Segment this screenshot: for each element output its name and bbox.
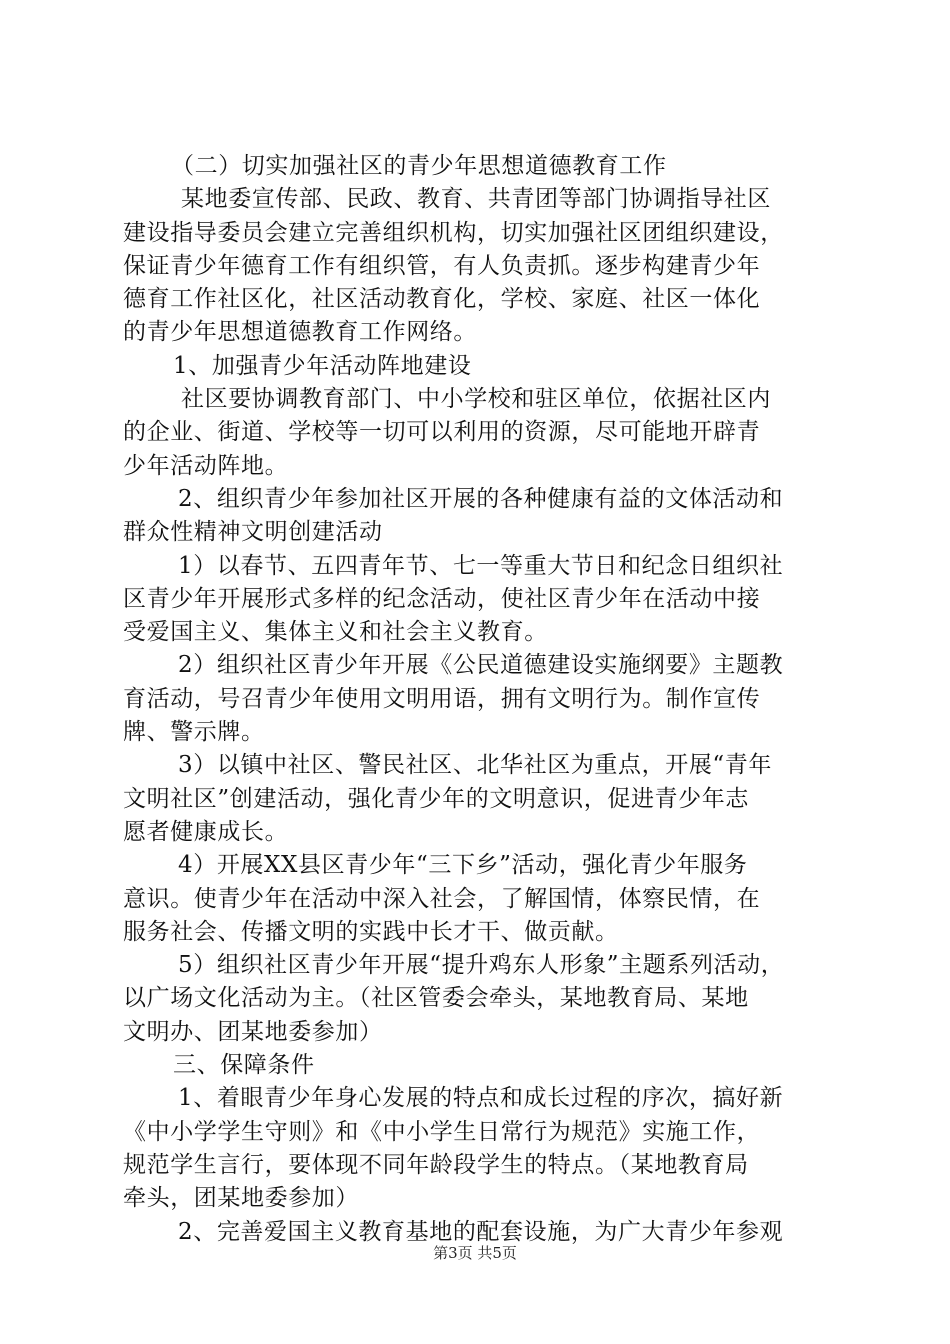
text-line: 3）以镇中社区、警民社区、北华社区为重点，开展“青年 [178, 752, 772, 779]
text-line: 文明社区”创建活动，强化青少年的文明意识，促进青少年志 [123, 785, 749, 812]
text-line: 2）组织社区青少年开展《公民道德建设实施纲要》主题教 [178, 652, 784, 679]
text-line: 育活动，号召青少年使用文明用语，拥有文明行为。制作宣传 [123, 685, 761, 712]
text-line: 受爱国主义、集体主义和社会主义教育。 [123, 619, 548, 646]
text-line: 意识。使青少年在活动中深入社会，了解国情，体察民情，在 [123, 885, 761, 912]
text-line: 的企业、街道、学校等一切可以利用的资源，尽可能地开辟青 [123, 419, 761, 446]
text-line: 某地委宣传部、民政、教育、共青团等部门协调指导社区 [181, 186, 771, 213]
text-line: 牌、警示牌。 [123, 719, 265, 746]
text-line: 规范学生言行，要体现不同年龄段学生的特点。（某地教育局 [123, 1151, 749, 1178]
text-line: 的青少年思想道德教育工作网络。 [123, 319, 477, 346]
text-line: 服务社会、传播文明的实践中长才干、做贡献。 [123, 918, 619, 945]
page-footer: 第3页 共5页 [433, 1244, 517, 1262]
text-line: 建设指导委员会建立完善组织机构，切实加强社区团组织建设， [123, 219, 784, 246]
text-line: 群众性精神文明创建活动 [123, 519, 383, 546]
text-line: 社区要协调教育部门、中小学校和驻区单位，依据社区内 [181, 386, 771, 413]
text-line: 区青少年开展形式多样的纪念活动，使社区青少年在活动中接 [123, 585, 761, 612]
text-line: （二）切实加强社区的青少年思想道德教育工作 [171, 153, 667, 179]
text-line: 1、着眼青少年身心发展的特点和成长过程的序次，搞好新 [178, 1085, 784, 1112]
text-line: 5）组织社区青少年开展“提升鸡东人形象”主题系列活动， [178, 952, 785, 979]
text-line: 德育工作社区化，社区活动教育化，学校、家庭、社区一体化 [123, 286, 761, 313]
text-line: 以广场文化活动为主。（社区管委会牵头，某地教育局、某地 [123, 985, 749, 1012]
text-line: 文明办、团某地委参加） [123, 1018, 383, 1045]
text-line: 三、保障条件 [173, 1052, 315, 1079]
text-line: 保证青少年德育工作有组织管，有人负责抓。逐步构建青少年 [123, 252, 761, 279]
text-line: 牵头，团某地委参加） [123, 1185, 359, 1212]
text-line: 愿者健康成长。 [123, 818, 289, 845]
text-line: 2、组织青少年参加社区开展的各种健康有益的文体活动和 [178, 485, 784, 512]
text-line: 2、完善爱国主义教育基地的配套设施，为广大青少年参观 [178, 1218, 784, 1245]
text-line: 1）以春节、五四青年节、七一等重大节日和纪念日组织社 [178, 552, 784, 579]
text-line: 少年活动阵地。 [123, 452, 289, 479]
text-line: 4）开展XX县区青少年“三下乡”活动，强化青少年服务 [178, 852, 748, 879]
text-line: 1、加强青少年活动阵地建设 [173, 352, 472, 379]
document-body [123, 150, 831, 1249]
text-line: 《中小学学生守则》和《中小学生日常行为规范》实施工作， [123, 1118, 761, 1145]
